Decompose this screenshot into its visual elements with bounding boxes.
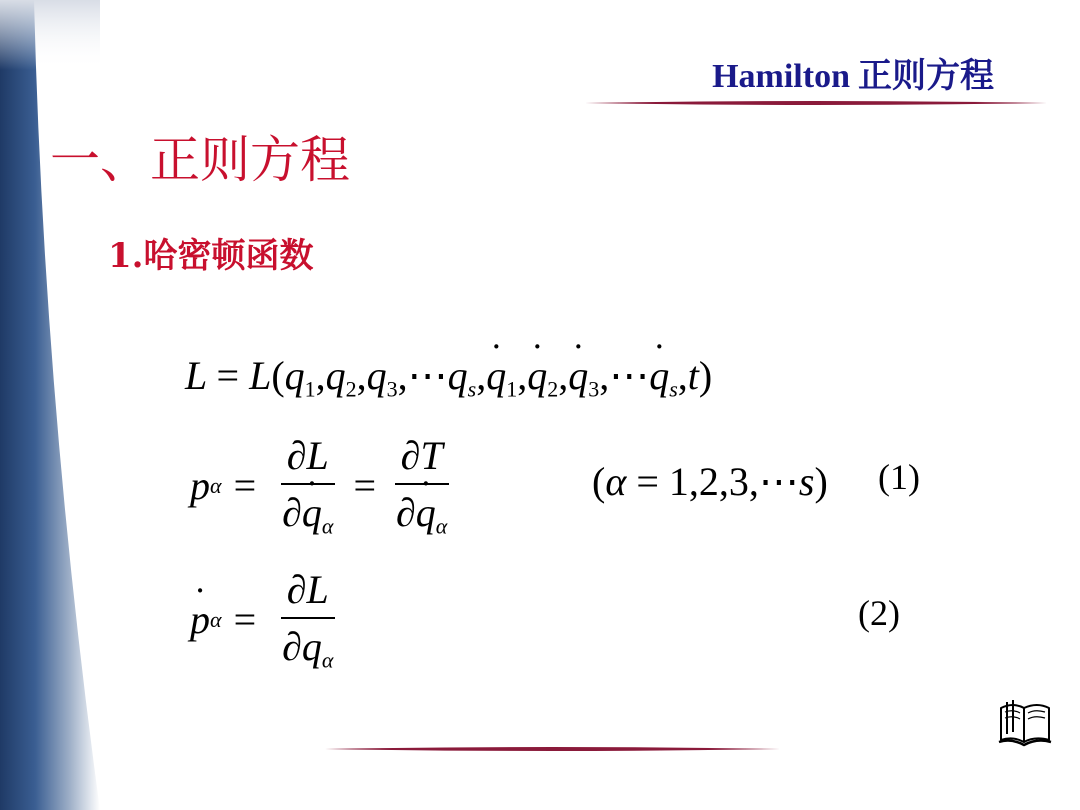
header-title-latin: Hamilton: [712, 58, 850, 95]
header-divider: [585, 100, 1047, 106]
header-title-cjk: 正则方程: [858, 56, 994, 96]
equation-2: p ˙ α = $\frac{\partial L}{\partial q_\alpha}$: [190, 566, 347, 674]
lagrangian-equation: $L = L(q_1,q_2,q_3,\cdots q_s,q$ $˙_1,q$ $˙_2,q$ $˙_3,\cdots q$ $˙_s,t$): [185, 352, 712, 403]
eq1-fraction-1: $\frac{\partial L}{\partial q ˙_\alpha}$: [276, 432, 339, 540]
subsection-title: 1.哈密顿函数: [108, 236, 314, 276]
equation-1: p α = $\frac{\partial L}{\partial q ˙_\alpha}$ = $\frac{\partial T}{\partial q ˙_\alpha}$: [190, 432, 461, 540]
equation-2-number: (2): [858, 593, 900, 633]
open-book-icon[interactable]: [997, 696, 1053, 748]
equation-1-number: (1): [878, 457, 920, 497]
header-title: [712, 48, 994, 97]
footer-divider: [325, 746, 780, 752]
equation-1-condition: ( α = 1,2,3,⋯ s ): [592, 459, 828, 504]
eq2-fraction: $\frac{\partial L}{\partial q_\alpha}$: [282, 567, 334, 673]
section-title: 一、正则方程: [50, 131, 350, 189]
eq1-fraction-2: $\frac{\partial T}{\partial q ˙_\alpha}$: [390, 432, 453, 540]
